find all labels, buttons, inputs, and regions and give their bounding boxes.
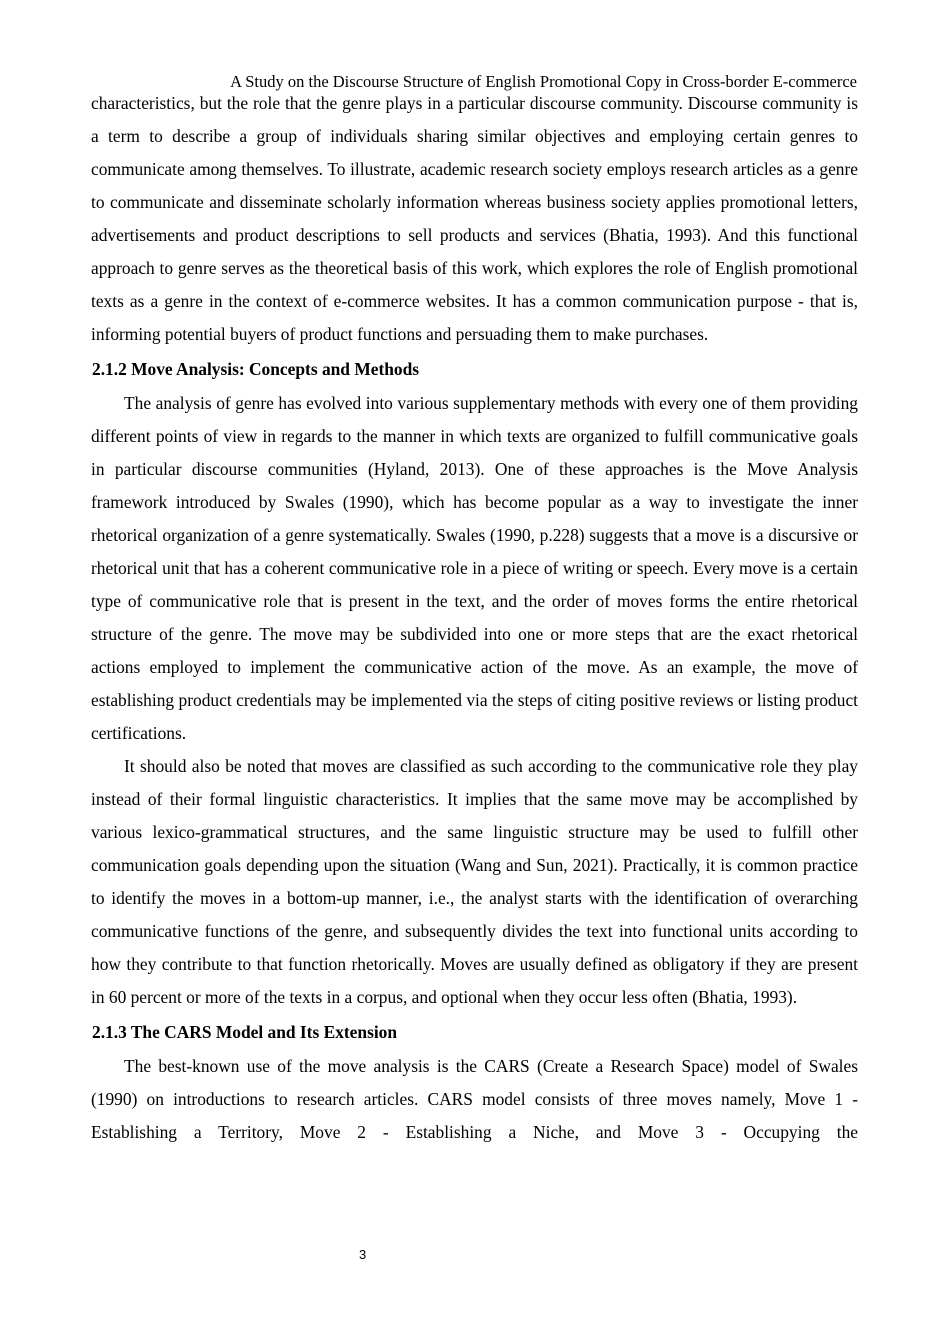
paragraph-continued: characteristics, but the role that the genre plays in a particular discourse community. Discourse community is a term to describe a group of individuals sharing similar objectives and employing certain genres to communicate among themselves. To illustrate, academic research society employs research articles as a genre to communicate and disseminate scholarly information whereas business society applies promotional letters, advertisements and product descriptions to sell products and services (Bhatia, 1993). And this functional approach to genre serves as the theoretical basis of this work, which explores the role of English promotional texts as a genre in the context of e-commerce websites. It has a common communication purpose - that is, informing potential buyers of product functions and persuading them to make purchases. bbox=[91, 93, 858, 344]
paragraph-move-analysis-2: It should also be noted that moves are classified as such according to the communicative role they play instead of their formal linguistic characteristics. It implies that the same move may be accomplished by various lexico-grammatical structures, and the same linguistic structure may be used to fulfill other communication goals depending upon the situation (Wang and Sun, 2021). Practically, it is common practice to identify the moves in a bottom-up manner, i.e., the analyst starts with the identification of overarching communicative functions of the genre, and subsequently divides the text into functional units according to how they contribute to that function rhetorically. Moves are usually defined as obligatory if they are present in 60 percent or more of the texts in a corpus, and optional when they occur less often (Bhatia, 1993). bbox=[91, 756, 858, 1007]
paragraph-move-analysis-1: The analysis of genre has evolved into various supplementary methods with every one of them providing different points of view in regards to the manner in which texts are organized to fulfill communicative goals in particular discourse communities (Hyland, 2013). One of these approaches is the Move Analysis framework introduced by Swales (1990), which has become popular as a way to investigate the inner rhetorical organization of a genre systematically. Swales (1990, p.228) suggests that a move is a discursive or rhetorical unit that has a coherent communicative role in a piece of writing or speech. Every move is a certain type of communicative role that is present in the text, and the order of moves forms the entire rhetorical structure of the genre. The move may be subdivided into one or more steps that are the exact rhetorical actions employed to implement the communicative action of the move. As an example, the move of establishing product credentials may be implemented via the steps of citing positive reviews or listing product certifications. bbox=[91, 393, 858, 743]
document-body bbox=[91, 87, 858, 1149]
page-number: 3 bbox=[359, 1247, 367, 1262]
paragraph-cars-model: The best-known use of the move analysis is the CARS (Create a Research Space) model of Swales (1990) on introductions to research articles. CARS model consists of three moves namely, Move 1 - Establishing a Territory, Move 2 - Establishing a Niche, and Move 3 - Occupying the bbox=[91, 1056, 858, 1142]
section-heading-2-1-3: 2.1.3 The CARS Model and Its Extension bbox=[92, 1022, 398, 1042]
section-heading-2-1-2: 2.1.2 Move Analysis: Concepts and Methods bbox=[92, 359, 420, 379]
running-header-title: A Study on the Discourse Structure of English Promotional Copy in Cross-border E-commerce bbox=[230, 72, 857, 91]
